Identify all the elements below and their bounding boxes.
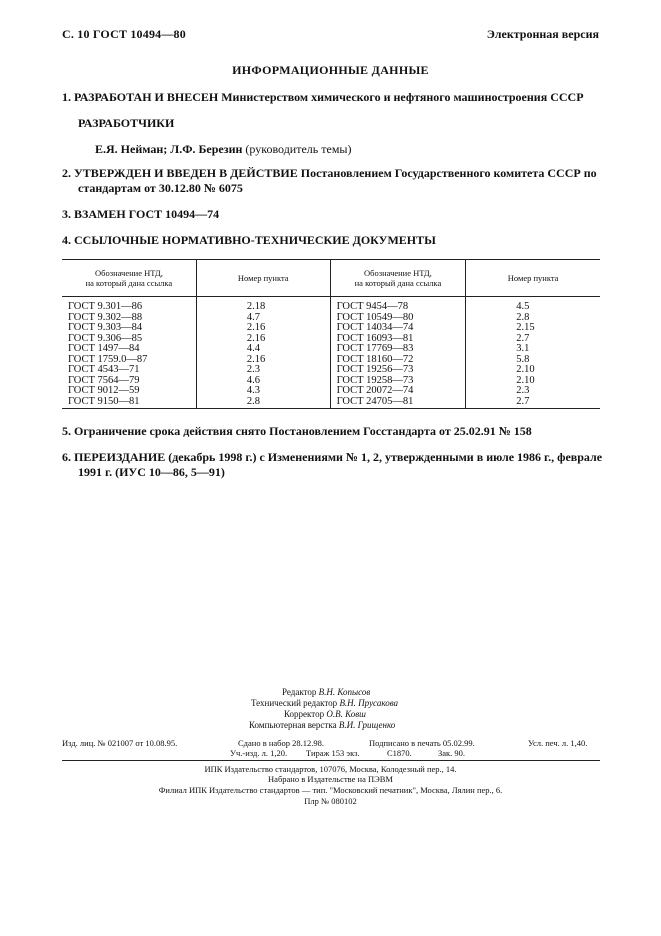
cell-ntd-left: ГОСТ 9.306—85 xyxy=(68,332,143,344)
section-6 xyxy=(62,450,618,480)
cell-ntd-right: ГОСТ 19258—73 xyxy=(330,376,466,387)
credit-tech-name: В.Н. Прусакова xyxy=(339,698,399,708)
developers-names: Е.Я. Нейман; Л.Ф. Березин xyxy=(95,142,243,156)
cell-item-left: 2.16 xyxy=(196,334,330,345)
table-body xyxy=(62,297,600,409)
table-row xyxy=(62,344,600,355)
table-row xyxy=(62,323,600,334)
cell-item-left: 4.7 xyxy=(196,313,330,324)
footer-divider xyxy=(62,760,600,761)
cell-ntd-right: ГОСТ 9454—78 xyxy=(330,297,466,313)
section-2-number: 2. xyxy=(62,166,71,180)
print-sent: Сдано в набор 28.12.98. xyxy=(238,738,324,748)
cell-item-right: 2.7 xyxy=(466,334,600,345)
section-1-number: 1. xyxy=(62,90,71,104)
cell-item-right: 2.10 xyxy=(466,376,600,387)
developers-heading: РАЗРАБОТЧИКИ xyxy=(78,116,175,130)
cell-item-right: 3.1 xyxy=(466,344,600,355)
table-row xyxy=(62,365,600,376)
print-license: Изд. лиц. № 021007 от 10.08.95. xyxy=(62,738,178,748)
cell-item-right: 5.8 xyxy=(466,355,600,366)
col-header-ntd-left: Обозначение НТД, на который дана ссылка xyxy=(62,260,196,297)
cell-ntd-right: ГОСТ 24705—81 xyxy=(330,397,466,409)
section-6-text: (декабрь 1998 г.) с Изменениями № 1, 2, утвержденными в июле 1986 г., феврале 1991 г. (ИУС 10—86, 5—91) xyxy=(78,450,603,479)
cell-ntd-right: ГОСТ 14034—74 xyxy=(330,323,466,334)
publisher-line-4: Плр № 080102 xyxy=(304,796,357,806)
section-4 xyxy=(62,233,602,248)
cell-item-left: 4.6 xyxy=(196,376,330,387)
cell-ntd-left: ГОСТ 1497—84 xyxy=(68,343,140,354)
publisher-line-2: Набрано в Издательстве на ПЭВМ xyxy=(268,774,393,784)
section-6-number: 6. xyxy=(62,450,71,464)
page-header-right: Электронная версия xyxy=(486,27,599,41)
section-6-heading: ПЕРЕИЗДАНИЕ xyxy=(74,450,166,464)
cell-item-left: 4.3 xyxy=(196,386,330,397)
cell-ntd-left: ГОСТ 9.301—86 xyxy=(68,301,143,312)
cell-ntd-right: ГОСТ 20072—74 xyxy=(330,386,466,397)
section-3-number: 3. xyxy=(62,207,71,221)
cell-ntd-right: ГОСТ 18160—72 xyxy=(330,355,466,366)
section-2 xyxy=(62,166,618,196)
col-header-item-left: Номер пункта xyxy=(196,260,330,297)
section-4-number: 4. xyxy=(62,233,71,247)
print-signed: Подписано в печать 05.02.99. xyxy=(369,738,475,748)
cell-item-right: 2.7 xyxy=(466,397,600,409)
cell-ntd-left: ГОСТ 1759.0—87 xyxy=(68,353,148,365)
print-pub-sheets: Уч.-изд. л. 1,20. xyxy=(230,748,288,758)
cell-item-right: 2.15 xyxy=(466,323,600,334)
credit-tech-editor xyxy=(251,698,398,709)
cell-ntd-left: ГОСТ 9.303—84 xyxy=(68,322,143,333)
section-2-text: Постановлением Государственного комитета СССР по стандартам от 30.12.80 № 6075 xyxy=(78,166,597,195)
cell-item-left: 4.4 xyxy=(196,344,330,355)
section-3 xyxy=(62,207,602,222)
col-header-item-right: Номер пункта xyxy=(466,260,600,297)
table-header-row xyxy=(62,260,600,297)
print-code: С1870. xyxy=(387,748,412,758)
credit-corr-name: О.В. Ковш xyxy=(326,709,366,719)
section-5 xyxy=(62,424,602,439)
section-1-heading: РАЗРАБОТАН И ВНЕСЕН xyxy=(74,90,219,104)
section-5-text: Ограничение срока действия снято Постановлением Госстандарта от 25.02.91 № 158 xyxy=(74,424,532,438)
page-title: ИНФОРМАЦИОННЫЕ ДАННЫЕ xyxy=(232,63,429,77)
section-1-text: Министерством химического и нефтяного машиностроения СССР xyxy=(221,90,584,104)
cell-ntd-left: ГОСТ 9012—59 xyxy=(68,385,140,396)
table-row xyxy=(62,386,600,397)
cell-ntd-right: ГОСТ 17769—83 xyxy=(330,344,466,355)
cell-item-left: 2.3 xyxy=(196,365,330,376)
cell-ntd-right: ГОСТ 16093—81 xyxy=(330,334,466,345)
publisher-line-3: Филиал ИПК Издательство стандартов — тип. "Московский печатник", Москва, Лялин пер., 6. xyxy=(158,785,503,795)
cell-item-left: 2.16 xyxy=(196,323,330,334)
cell-item-right: 2.10 xyxy=(466,365,600,376)
credit-corr-label: Корректор xyxy=(284,709,325,719)
print-sheets: Усл. печ. л. 1,40. xyxy=(528,738,588,748)
cell-ntd-left: ГОСТ 9150—81 xyxy=(62,397,196,409)
credit-editor xyxy=(282,687,370,698)
print-run: Тираж 153 экз. xyxy=(306,748,360,758)
credit-editor-name: В.Н. Копысов xyxy=(318,687,371,697)
cell-ntd-left: ГОСТ 9.302—88 xyxy=(68,311,143,323)
credit-editor-label: Редактор xyxy=(282,687,317,697)
credit-corrector xyxy=(284,709,366,720)
credit-layout-label: Компьютерная верстка xyxy=(249,720,337,730)
cell-item-right: 4.5 xyxy=(466,297,600,313)
cell-item-right: 2.3 xyxy=(466,386,600,397)
developers-note: (руководитель темы) xyxy=(245,142,352,156)
references-table xyxy=(62,259,600,409)
col-header-ntd-right: Обозначение НТД, на который дана ссылка xyxy=(330,260,466,297)
cell-item-left: 2.16 xyxy=(196,355,330,366)
cell-ntd-left: ГОСТ 4543—71 xyxy=(68,364,140,375)
section-3-text: ВЗАМЕН ГОСТ 10494—74 xyxy=(74,207,220,221)
cell-item-left: 2.18 xyxy=(196,297,330,313)
publisher-line-1: ИПК Издательство стандартов, 107076, Москва, Колодезный пер., 14. xyxy=(204,764,457,774)
cell-item-left: 2.8 xyxy=(196,397,330,409)
page-header-left: С. 10 ГОСТ 10494—80 xyxy=(62,27,186,41)
credit-tech-label: Технический редактор xyxy=(251,698,338,708)
section-4-text: ССЫЛОЧНЫЕ НОРМАТИВНО-ТЕХНИЧЕСКИЕ ДОКУМЕНТЫ xyxy=(74,233,436,247)
table-row xyxy=(62,297,600,313)
cell-item-right: 2.8 xyxy=(466,313,600,324)
section-1 xyxy=(62,90,602,105)
section-2-heading: УТВЕРЖДЕН И ВВЕДЕН В ДЕЙСТВИЕ xyxy=(74,166,298,180)
print-order: Зак. 90. xyxy=(438,748,466,758)
section-5-number: 5. xyxy=(62,424,71,438)
credit-layout-name: В.И. Грищенко xyxy=(338,720,396,730)
cell-ntd-right: ГОСТ 10549—80 xyxy=(330,313,466,324)
cell-ntd-left: ГОСТ 7564—79 xyxy=(68,374,140,386)
developers-line xyxy=(95,142,635,157)
credit-layout xyxy=(249,720,395,731)
table-row xyxy=(62,397,600,409)
cell-ntd-right: ГОСТ 19256—73 xyxy=(330,365,466,376)
